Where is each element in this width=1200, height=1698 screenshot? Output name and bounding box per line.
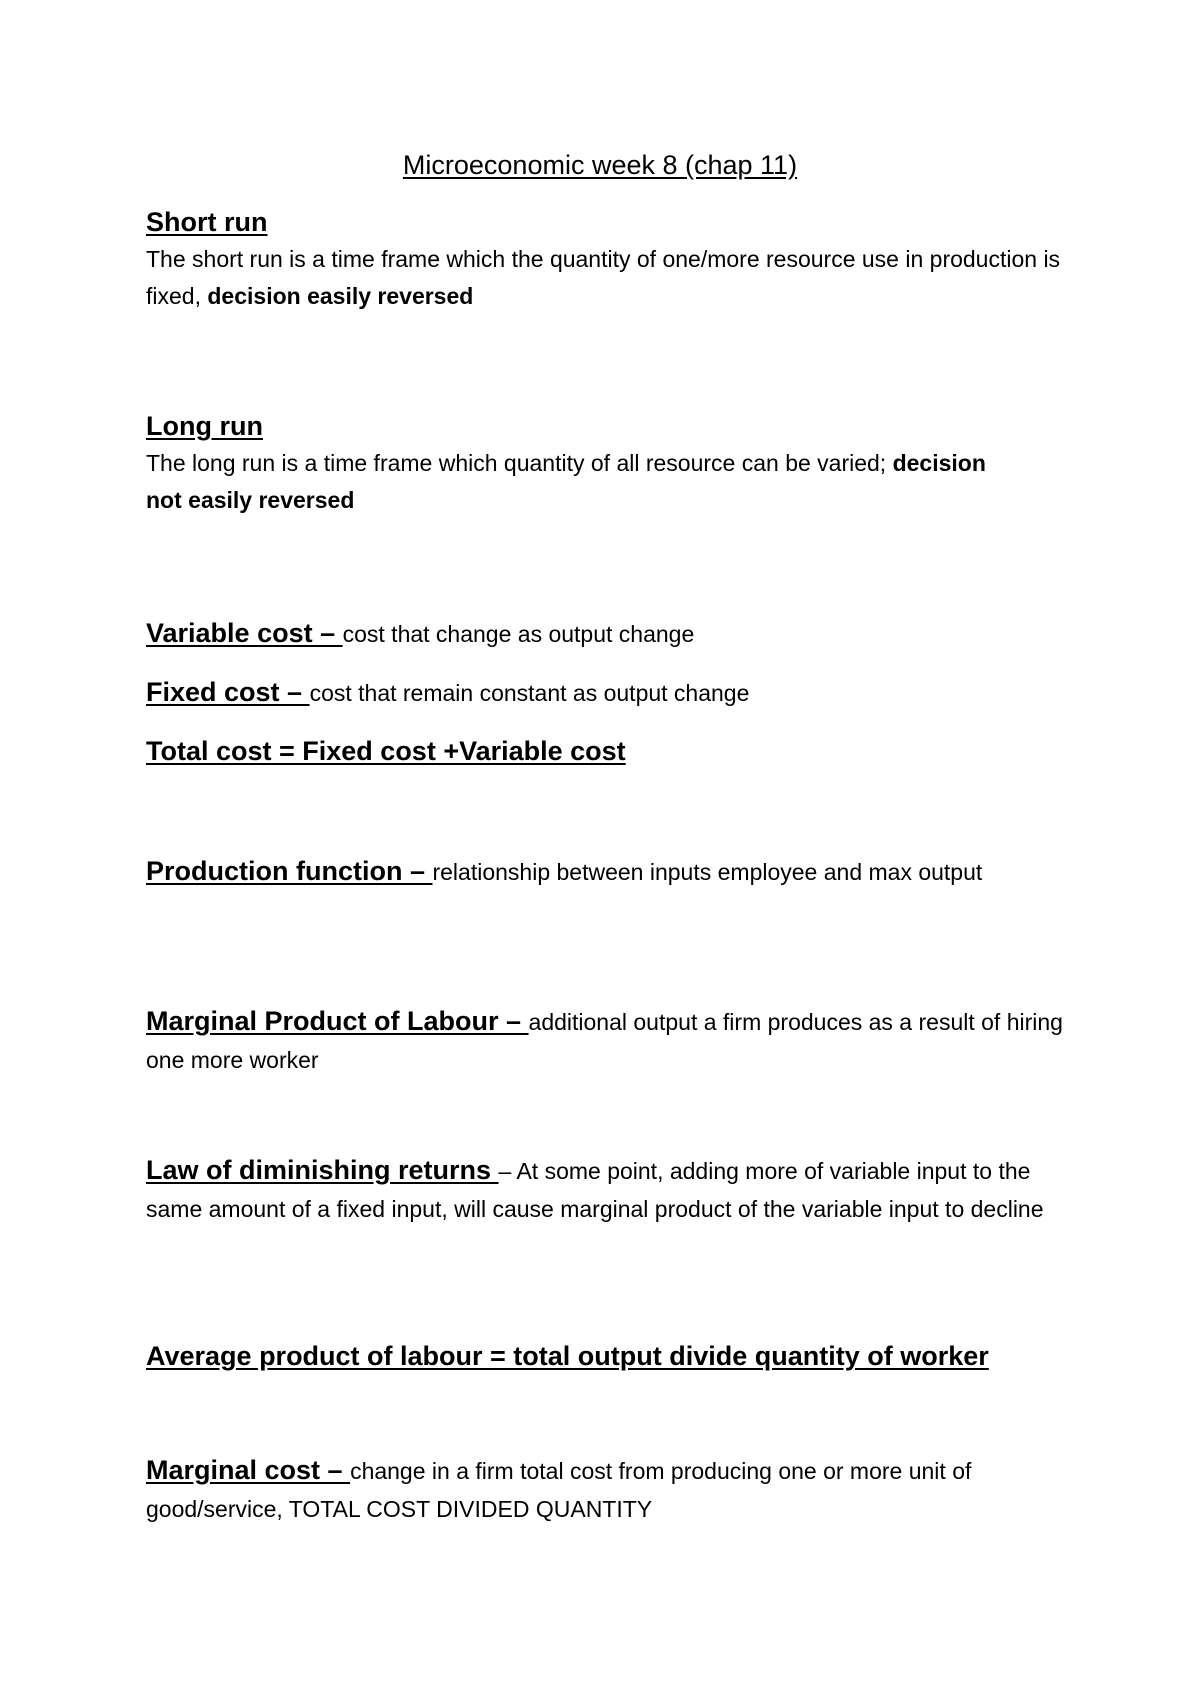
formula-average-product: Average product of labour = total output divide quantity of worker xyxy=(146,1341,989,1371)
short-run-text: The short run is a time frame which the quantity of one/more resource use in production is fixed, xyxy=(146,246,1061,309)
fixed-cost-definition: cost that remain constant as output change xyxy=(309,680,750,706)
definition-marginal-cost xyxy=(146,1451,1076,1528)
definition-production-function xyxy=(146,852,1006,891)
term-fixed-cost: Fixed cost – xyxy=(146,677,310,707)
production-function-definition: relationship between inputs employee and max output xyxy=(432,859,983,885)
heading-long-run: Long run xyxy=(146,411,263,441)
definition-marginal-product xyxy=(146,1002,1076,1079)
variable-cost-definition: cost that change as output change xyxy=(342,621,695,647)
term-production-function: Production function – xyxy=(146,856,433,886)
paragraph-short-run xyxy=(146,241,1076,315)
marginal-product-definition: additional output a firm produces as a result of hiring one more worker xyxy=(146,1009,1063,1073)
definition-fixed-cost xyxy=(146,673,1076,712)
short-run-bold: decision easily reversed xyxy=(207,283,474,309)
page-title: Microeconomic week 8 (chap 11) xyxy=(402,150,798,180)
term-diminishing-returns: Law of diminishing returns xyxy=(146,1155,499,1185)
term-marginal-product: Marginal Product of Labour – xyxy=(146,1006,529,1036)
definition-variable-cost xyxy=(146,614,1076,653)
term-marginal-cost: Marginal cost – xyxy=(146,1455,351,1485)
definition-diminishing-returns xyxy=(146,1151,1076,1228)
marginal-cost-definition: change in a firm total cost from producing one or more unit of good/service, TOTAL COST DIVIDED QUANTITY xyxy=(146,1458,972,1522)
formula-total-cost: Total cost = Fixed cost +Variable cost xyxy=(146,736,626,766)
long-run-text: The long run is a time frame which quantity of all resource can be varied; xyxy=(146,450,893,476)
diminishing-returns-definition: – At some point, adding more of variable input to the same amount of a fixed input, will cause marginal product of the variable input to decline xyxy=(146,1158,1044,1222)
long-run-bold: decision not easily reversed xyxy=(146,450,986,513)
term-variable-cost: Variable cost – xyxy=(146,618,343,648)
paragraph-long-run xyxy=(146,445,1006,519)
heading-short-run: Short run xyxy=(146,207,268,237)
section-long-run xyxy=(146,411,1076,442)
section-short-run xyxy=(146,207,1076,238)
